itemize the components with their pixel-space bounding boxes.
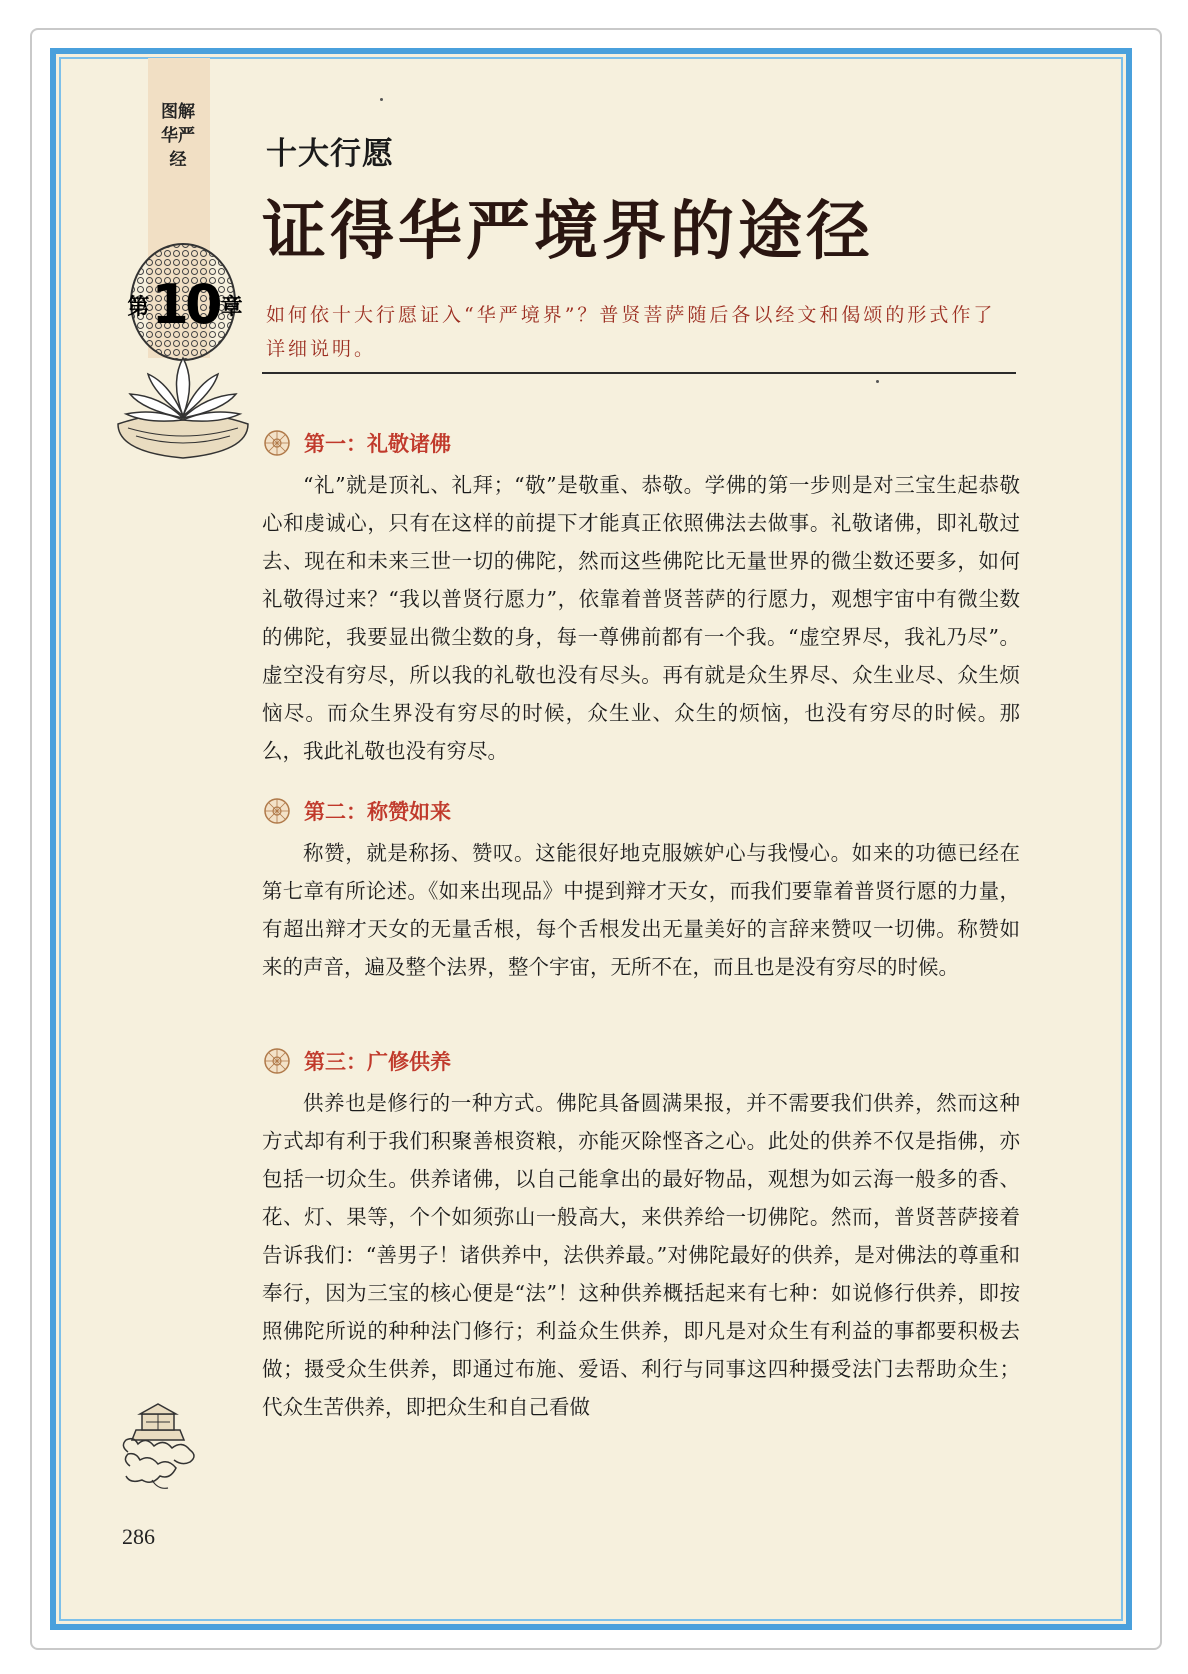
book-title-vertical: 图解华严经 <box>161 102 195 170</box>
chapter-prefix: 第 <box>127 294 150 320</box>
dharma-wheel-icon <box>262 428 292 458</box>
section-body-3: 供养也是修行的一种方式。佛陀具备圆满果报，并不需要我们供养，然而这种方式却有利于我们积聚善根资粮，亦能灭除悭吝之心。此处的供养不仅是指佛，亦包括一切众生。供养诸佛，以自己能拿出的最好物品，观想为如云海一般多的香、花、灯、果等，个个如须弥山一般高大，来供养给一切佛陀。然而，普贤菩萨接着告诉我们：“善男子！诸供养中，法供养最。”对佛陀最好的供养，是对佛法的尊重和奉行，因为三宝的核心便是“法”！这种供养概括起来有七种：如说修行供养，即按照佛陀所说的种种法门修行；利益众生供养，即凡是对众生有利益的事都要积极去做；摄受众生供养，即通过布施、爱语、利行与同事这四种摄受法门去帮助众生；代众生苦供养，即把众生和自己看做 <box>262 1091 1020 1419</box>
section-heading-3 <box>262 1046 451 1076</box>
section-heading-2 <box>262 796 451 826</box>
section-heading-label: 第三：广修供养 <box>304 1050 451 1074</box>
page-title: 证得华严境界的途径 <box>262 195 874 269</box>
paper-speck <box>380 98 383 101</box>
paper-speck <box>876 380 879 383</box>
chapter-kicker: 十大行愿 <box>266 136 394 172</box>
chapter-suffix: 章 <box>220 294 243 320</box>
chapter-number <box>127 273 243 336</box>
section-heading-1 <box>262 428 451 458</box>
divider-rule <box>262 372 1016 374</box>
temple-cloud-icon <box>112 1400 204 1496</box>
section-body-2: 称赞，就是称扬、赞叹。这能很好地克服嫉妒心与我慢心。如来的功德已经在第七章有所论述。《如来出现品》中提到辩才天女，而我们要靠着普贤行愿的力量，有超出辩才天女的无量舌根，每个舌根发出无量美好的言辞来赞叹一切佛。称赞如来的声音，遍及整个法界，整个宇宙，无所不在，而且也是没有穷尽的时候。 <box>262 841 1020 979</box>
chapter-num: 10 <box>151 273 219 336</box>
section-heading-label: 第一：礼敬诸佛 <box>304 432 451 456</box>
dharma-wheel-icon <box>262 796 292 826</box>
section-heading-label: 第二：称赞如来 <box>304 800 451 824</box>
page-number: 286 <box>122 1524 155 1549</box>
chapter-intro: 如何依十大行愿证入“华严境界”？普贤菩萨随后各以经文和偈颂的形式作了详细说明。 <box>266 304 996 360</box>
section-body-1: “礼”就是顶礼、礼拜；“敬”是敬重、恭敬。学佛的第一步则是对三宝生起恭敬心和虔诚心，只有在这样的前提下才能真正依照佛法去做事。礼敬诸佛，即礼敬过去、现在和未来三世一切的佛陀，然而这些佛陀比无量世界的微尘数还要多，如何礼敬得过来？“我以普贤行愿力”，依靠着普贤菩萨的行愿力，观想宇宙中有微尘数的佛陀，我要显出微尘数的身，每一尊佛前都有一个我。“虚空界尽，我礼乃尽”。虚空没有穷尽，所以我的礼敬也没有尽头。再有就是众生界尽、众生业尽、众生烦恼尽。而众生界没有穷尽的时候，众生业、众生的烦恼，也没有穷尽的时候。那么，我此礼敬也没有穷尽。 <box>262 473 1020 763</box>
lotus-icon <box>108 352 258 462</box>
dharma-wheel-icon <box>262 1046 292 1076</box>
